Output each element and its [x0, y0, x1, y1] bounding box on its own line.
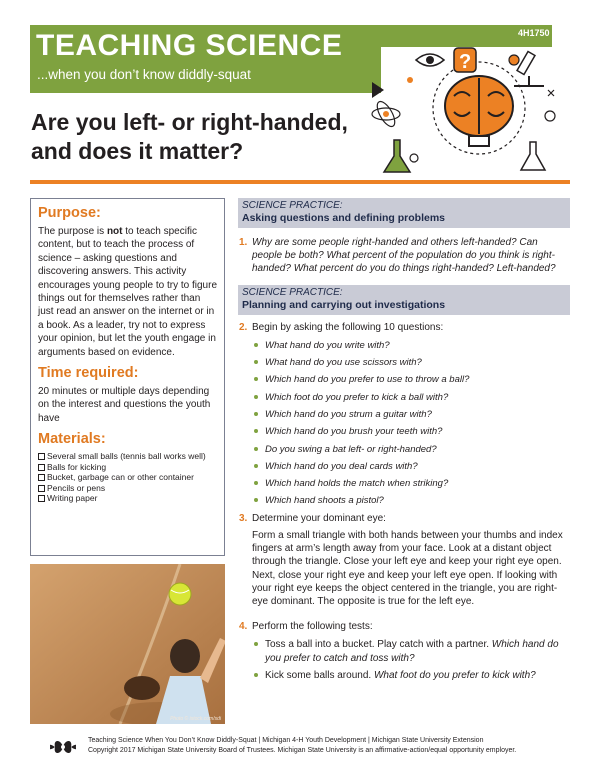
question-mark-icon — [454, 48, 476, 73]
list-item: What hand do you write with? — [252, 339, 570, 352]
atom-icon — [372, 99, 400, 129]
test-list — [252, 638, 570, 682]
step-3: 3. Determine your dominant eye: — [239, 512, 386, 524]
page-subtitle: ...when you don’t know diddly-squat — [37, 67, 251, 82]
materials-list — [38, 451, 217, 503]
materials-heading: Materials: — [38, 431, 106, 448]
question-line-1: Are you left- or right-handed, — [31, 109, 348, 135]
material-item: Writing paper — [38, 493, 217, 503]
question-line-2: and does it matter? — [31, 138, 244, 164]
list-item: Toss a ball into a bucket. Play catch with a partner. Which hand do you prefer to catch and toss with? — [252, 638, 570, 664]
flask-icon — [384, 140, 545, 172]
question-list — [252, 339, 570, 508]
svg-text:?: ? — [459, 51, 472, 73]
purpose-text: The purpose is not to teach specific content, but to teach the process of science – asking questions and discovering answers. This activity encourages young people to try to figure things out for themselves rather than just read an answer on the internet or in a book. As a leader, try not to express your opinion, but let the youth engage in arguments based on evidence. — [38, 226, 218, 358]
step-3-body: Form a small triangle with both hands between your thumbs and index fingers at arm’s length away from your face. Look at a distant object through the triangle. Close your left eye and keep your right eye open. Next, close your right eye and keep your left eye open. If looking with your right eye keeps the object centered in the triangle, you are right-eye dominant. The opposite is true for the left eye. — [252, 529, 563, 607]
microscope-icon — [509, 51, 544, 86]
material-item: Several small balls (tennis ball works well) — [38, 451, 217, 461]
science-practice-label: SCIENCE PRACTICE: — [242, 286, 343, 298]
material-item: Bucket, garbage can or other container — [38, 472, 217, 482]
science-practice-label: SCIENCE PRACTICE: — [242, 200, 343, 211]
step-2: 2. Begin by asking the following 10 questions: — [239, 321, 444, 333]
list-item: Kick some balls around. What foot do you prefer to kick with? — [252, 669, 570, 682]
sidebar — [30, 198, 225, 556]
material-item: Balls for kicking — [38, 462, 217, 472]
footer-line-2: Copyright 2017 Michigan State University Board of Trustees. Michigan State University is an affirmative-action/equal opportunity employer. — [88, 747, 517, 754]
brain-icon — [433, 62, 525, 154]
eye-icon — [416, 54, 444, 66]
list-item: Do you swing a bat left- or right-handed? — [252, 443, 570, 456]
footer-line-1: Teaching Science When You Don’t Know Diddly-Squat | Michigan 4-H Youth Development | Michigan State University Extension — [88, 737, 484, 744]
orange-divider — [30, 180, 570, 184]
science-practice-title: Asking questions and defining problems — [242, 212, 446, 224]
science-illustration — [354, 46, 569, 176]
science-practice-box-1 — [238, 198, 570, 228]
page-question — [31, 108, 361, 166]
photo-credit: Photo © istock.com/sdi — [170, 716, 221, 722]
question-1: 1. Why are some people right-handed and others left-handed? Can people be both? What percent of the population do you think is right-handed? What percent do you do things right-handed? Left-handed? — [239, 237, 556, 275]
purpose-heading: Purpose: — [38, 205, 101, 221]
list-item: Which hand do you strum a guitar with? — [252, 408, 570, 421]
science-practice-box-2 — [238, 285, 570, 315]
list-item: Which foot do you prefer to kick a ball with? — [252, 391, 570, 404]
step-4: 4. Perform the following tests: — [239, 621, 373, 633]
list-item: Which hand shoots a pistol? — [252, 494, 570, 507]
four-h-clover-icon — [50, 734, 76, 760]
list-item: What hand do you use scissors with? — [252, 356, 570, 369]
page-title: TEACHING SCIENCE — [36, 29, 343, 62]
time-text: 20 minutes or multiple days depending on the interest and questions the youth have — [38, 386, 211, 424]
material-item: Pencils or pens — [38, 483, 217, 493]
softball-photo — [30, 564, 225, 724]
list-item: Which hand holds the match when striking? — [252, 477, 570, 490]
science-practice-title: Planning and carrying out investigations — [242, 298, 446, 311]
list-item: Which hand do you deal cards with? — [252, 460, 570, 473]
list-item: Which hand do you prefer to use to throw a ball? — [252, 373, 570, 386]
main-content — [238, 198, 570, 686]
time-heading: Time required: — [38, 365, 139, 382]
publication-code: 4H1750 — [518, 28, 550, 38]
list-item: Which hand do you brush your teeth with? — [252, 425, 570, 438]
softball-player-illustration — [30, 564, 225, 724]
